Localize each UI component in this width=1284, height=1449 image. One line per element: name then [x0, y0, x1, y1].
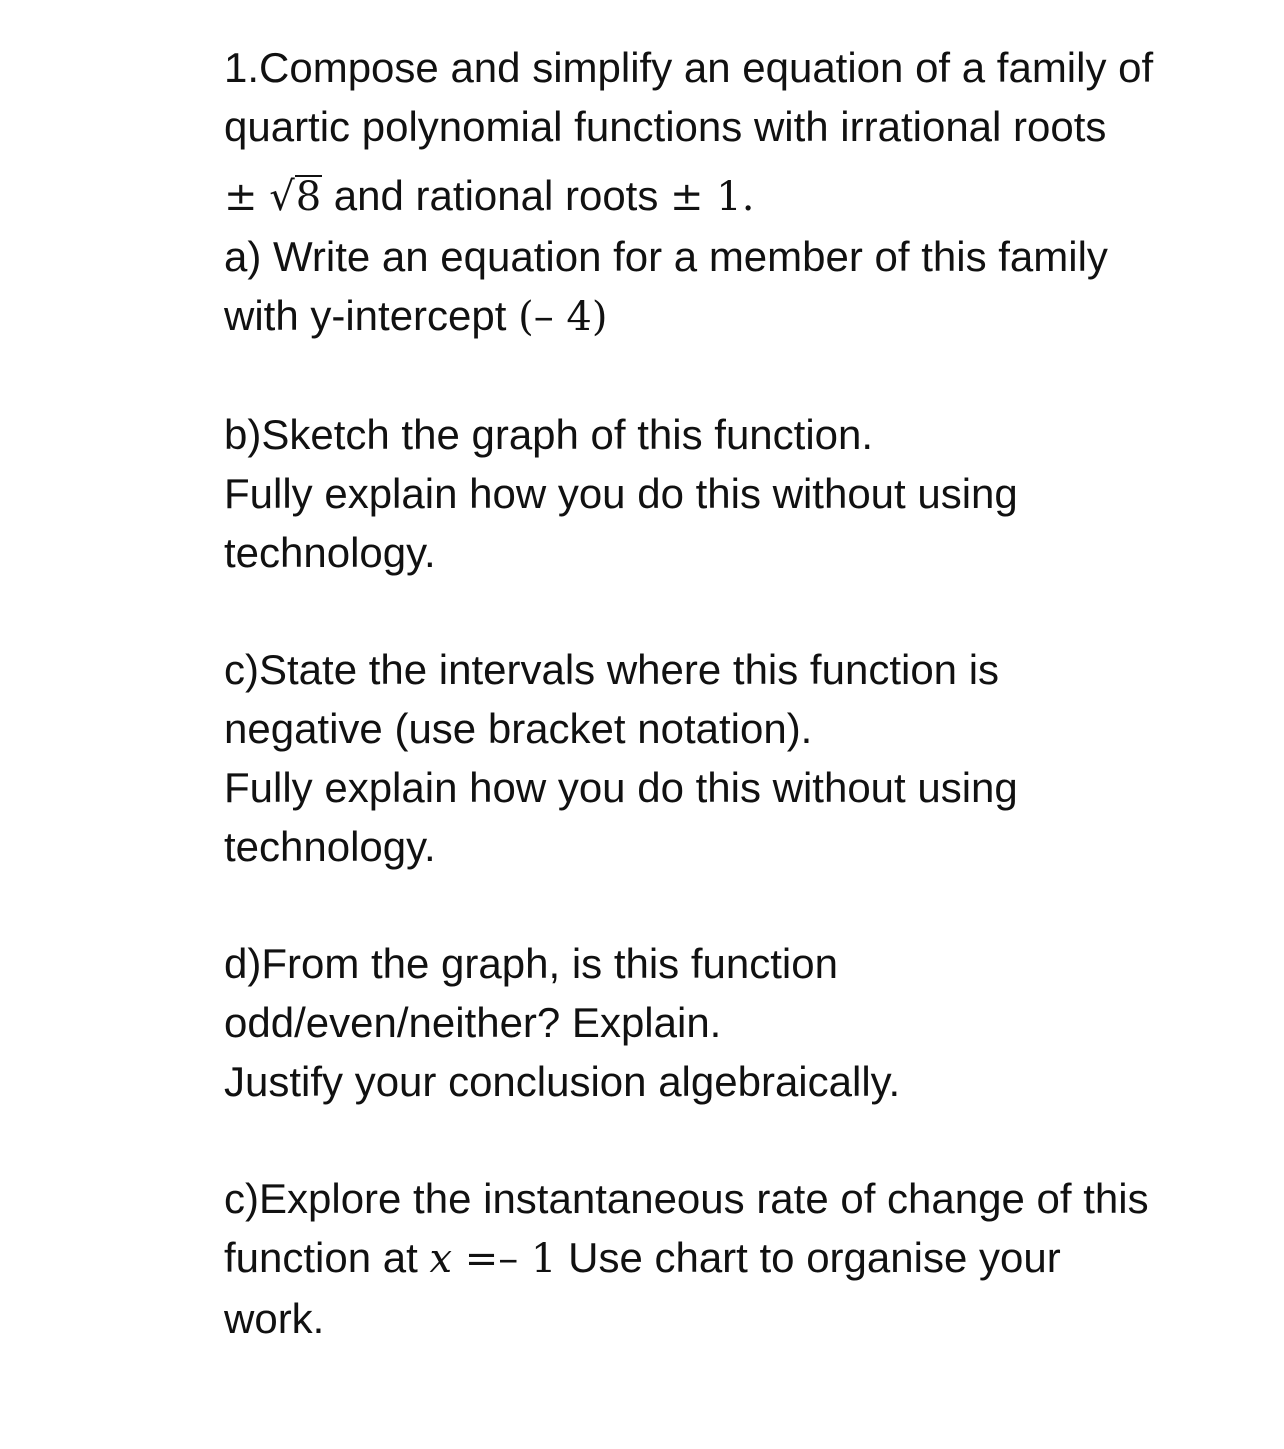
question-title-line-2: quartic polynomial functions with irrational roots [224, 103, 1107, 150]
y-intercept-value: (– 4) [518, 294, 608, 340]
plus-minus-symbol-2: ± [670, 174, 704, 220]
part-d-line-2: odd/even/neither? Explain. [224, 999, 722, 1046]
question-roots-line [224, 166, 1264, 227]
part-a-line-2 [224, 286, 1264, 347]
part-b-line-1: b)Sketch the graph of this function. [224, 411, 874, 458]
part-e-rest-text: Use chart to organise your [556, 1234, 1061, 1281]
spacer [224, 347, 1264, 405]
part-e-line-2 [224, 1228, 1264, 1289]
radical-symbol: √ [269, 174, 295, 220]
part-c-line-4: technology. [224, 823, 436, 870]
part-e-line-1: c)Explore the instantaneous rate of change of this [224, 1175, 1149, 1222]
variable-x: x [429, 1236, 453, 1282]
part-d-line-3: Justify your conclusion algebraically. [224, 1058, 901, 1105]
spacer [224, 876, 1264, 934]
part-c-line-3: Fully explain how you do this without using [224, 764, 1018, 811]
rational-root-value: 1. [703, 174, 755, 220]
roots-connector-text: and rational roots [322, 172, 671, 219]
question-title-line-1: 1.Compose and simplify an equation of a family of [224, 44, 1154, 91]
part-c-line-1: c)State the intervals where this function is [224, 646, 1000, 693]
radicand: 8 [295, 174, 322, 220]
part-e-line-3: work. [224, 1295, 325, 1342]
part-a-text: with y-intercept [224, 292, 519, 339]
square-root-expression [269, 168, 322, 227]
part-a-line-1: a) Write an equation for a member of this family [224, 233, 1108, 280]
part-e-text: function at [224, 1234, 430, 1281]
part-b-line-2: Fully explain how you do this without using [224, 470, 1018, 517]
spacer [224, 1111, 1264, 1169]
part-d-line-1: d)From the graph, is this function [224, 940, 838, 987]
part-b-line-3: technology. [224, 529, 436, 576]
plus-minus-symbol: ± [224, 174, 258, 220]
part-c-line-2: negative (use bracket notation). [224, 705, 813, 752]
document-body [224, 38, 1264, 1348]
spacer [224, 582, 1264, 640]
x-value-expression: =– 1 [452, 1236, 557, 1282]
